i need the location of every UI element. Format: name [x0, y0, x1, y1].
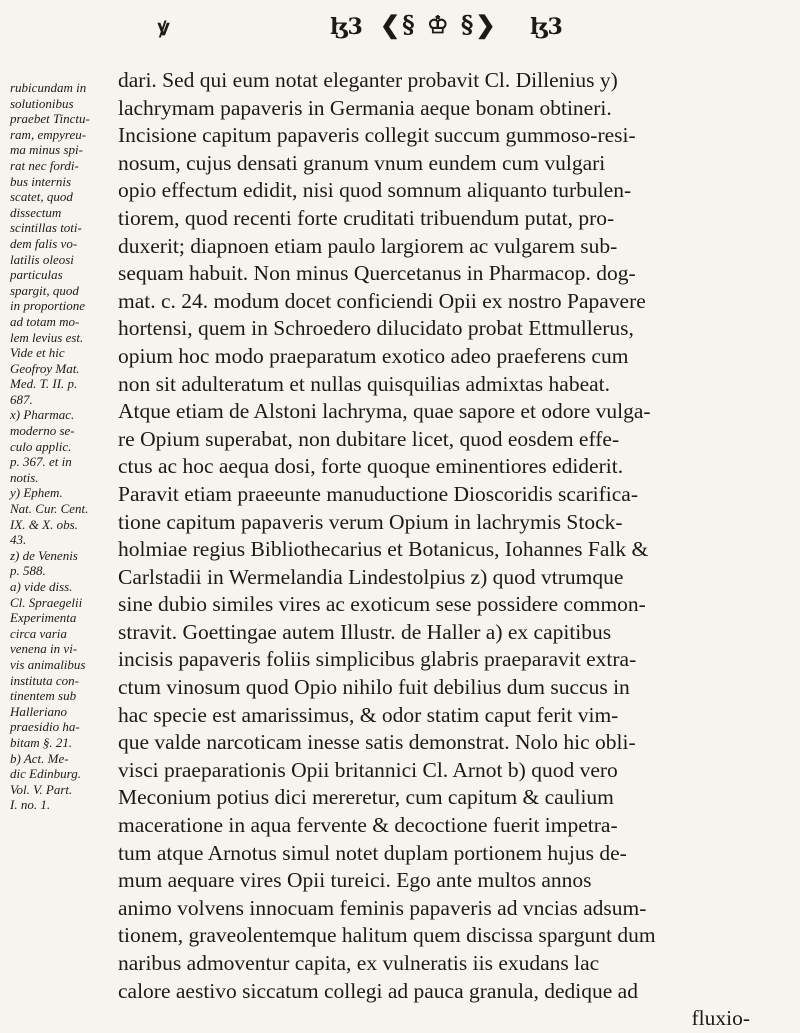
- body-text-line: tum atque Arnotus simul notet duplam portionem hujus de-: [118, 840, 627, 865]
- margin-note-line: moderno se-: [10, 423, 75, 439]
- margin-note-line: ma minus spi-: [10, 142, 83, 158]
- margin-note-line: praesidio ha-: [10, 719, 80, 735]
- body-text-line: opium hoc modo praeparatum exotico adeo praeferens cum: [118, 343, 629, 368]
- body-text-line: opio effectum edidit, nisi quod somnum aliquanto turbulen-: [118, 178, 632, 203]
- body-text-line: sequam habuit. Non minus Quercetanus in Pharmacop. dog-: [118, 261, 636, 286]
- margin-note-line: p. 588.: [10, 563, 46, 579]
- margin-note-line: rubicundam in: [10, 80, 87, 95]
- margin-note-line: spargit, quod: [10, 282, 79, 298]
- margin-note-line: Halleriano: [10, 703, 68, 719]
- margin-note-line: I. no. 1.: [10, 797, 51, 813]
- margin-note-line: tinentem sub: [10, 688, 77, 704]
- body-text-line: mum aequare vires Opii tureici. Ego ante multos annos: [118, 868, 592, 893]
- body-text-line: hortensi, quem in Schroedero dilucidato probat Ettmullerus,: [118, 316, 634, 341]
- body-text: [118, 67, 790, 1033]
- margin-note-line: in proportione: [10, 298, 85, 314]
- body-text-line: que valde narcoticam inesse satis demonstrat. Nolo hic obli-: [118, 730, 636, 755]
- page-header: [0, 8, 800, 48]
- body-text-line: tiorem, quod recenti forte cruditati tribuendum putat, pro-: [118, 205, 615, 230]
- body-text-line: Incisione capitum papaveris collegit succum gummoso-resi-: [118, 123, 636, 148]
- margin-note-line: y) Ephem.: [10, 485, 63, 501]
- margin-note-line: scintillas toti-: [10, 220, 82, 236]
- body-text-line: duxerit; diapnoen etiam paulo largiorem ac vulgarem sub-: [118, 233, 618, 258]
- body-text-line: mat. c. 24. modum docet conficiendi Opii ex nostro Papavere: [118, 288, 646, 313]
- body-text-line: lachrymam papaveris in Germania aeque bonam obtineri.: [118, 95, 612, 120]
- margin-note-line: solutionibus: [10, 95, 74, 111]
- margin-note-line: circa varia: [10, 625, 67, 641]
- margin-note-line: b) Act. Me-: [10, 750, 69, 766]
- margin-note-line: rat nec fordi-: [10, 157, 79, 173]
- margin-note-line: p. 367. et in: [10, 454, 72, 470]
- margin-note-line: scatet, quod: [10, 189, 73, 205]
- margin-note-line: Geofroy Mat.: [10, 360, 80, 376]
- body-text-line: visci praeparationis Opii britannici Cl. Arnot b) quod vero: [118, 757, 618, 782]
- margin-note-line: particulas: [10, 267, 63, 283]
- margin-note-line: dic Edinburg.: [10, 766, 82, 782]
- margin-note-line: x) Pharmac.: [10, 407, 75, 423]
- margin-note-line: dem falis vo-: [10, 235, 78, 251]
- margin-note-line: venena in vi-: [10, 641, 78, 657]
- margin-note-line: vis animalibus: [10, 656, 86, 672]
- margin-note-line: latilis oleosi: [10, 251, 74, 267]
- body-text-line: naribus admoventur capita, ex vulneratis iis exudans lac: [118, 951, 600, 975]
- catchword: fluxio-: [691, 1006, 750, 1031]
- body-text-line: ctum vinosum quod Opio nihilo fuit debilius dum succus in: [118, 675, 630, 700]
- margin-notes: [10, 80, 112, 813]
- margin-note-line: Cl. Spraegelii: [10, 594, 83, 610]
- margin-note-line: 687.: [10, 391, 33, 407]
- left-ornament: ɮ3: [330, 14, 363, 40]
- body-text-line: sine dubio similes vires ac exoticum sese possidere common-: [118, 592, 646, 617]
- margin-note-line: bus internis: [10, 173, 72, 189]
- margin-note-line: z) de Venenis: [10, 547, 78, 563]
- margin-note-line: Nat. Cur. Cent.: [10, 501, 89, 517]
- body-text-line: incisis papaveris foliis simplicibus glabris praeparavit extra-: [118, 647, 637, 672]
- body-text-line: Carlstadii in Wermelandia Lindestolpius z) quod vtrumque: [118, 564, 624, 589]
- margin-note-line: ad totam mo-: [10, 313, 80, 329]
- margin-note-line: ram, empyreu-: [10, 126, 87, 142]
- margin-note-line: dissectum: [10, 204, 62, 220]
- body-text-line: stravit. Goettingae autem Illustr. de Haller a) ex capitibus: [118, 619, 612, 644]
- center-ornament: ❮§ ♔ §❯: [380, 10, 498, 39]
- body-text-line: Atque etiam de Alstoni lachryma, quae sapore et odore vulga-: [118, 399, 651, 424]
- margin-note-line: Med. T. II. p.: [10, 376, 78, 392]
- margin-note-line: Experimenta: [10, 610, 77, 626]
- body-text-line: calore aestivo siccatum collegi ad pauca granula, dedique ad: [118, 978, 638, 1003]
- margin-note-line: instituta con-: [10, 672, 79, 688]
- body-text-line: non sit adulteratum et nullas quisquilias admixtas habeat.: [118, 371, 611, 396]
- body-text-line: ctus ac hoc aequa dosi, forte quoque eminentiores ediderit.: [118, 454, 624, 479]
- right-ornament: ɮ3: [530, 14, 563, 40]
- margin-note-line: bitam §. 21.: [10, 734, 73, 750]
- margin-note-line: a) vide diss.: [10, 579, 73, 594]
- body-text-line: tionem, graveolentemque halitum quem discissa spargunt dum: [118, 923, 656, 948]
- margin-note-line: lem levius est.: [10, 329, 84, 345]
- margin-note-line: Vol. V. Part.: [10, 781, 73, 797]
- body-text-line: holmiae regius Bibliothecarius et Botanicus, Iohannes Falk &: [118, 537, 649, 562]
- margin-note-line: culo applic.: [10, 438, 72, 454]
- body-text-line: tione capitum papaveris verum Opium in lachrymis Stock-: [118, 509, 623, 534]
- body-text-line: Meconium potius dici mereretur, cum capitum & caulium: [118, 785, 614, 810]
- page-signature-mark: ꝟ: [158, 15, 170, 41]
- margin-note-line: notis.: [10, 469, 39, 485]
- margin-note-line: praebet Tinctu-: [10, 111, 90, 127]
- body-text-line: maceratione in aqua fervente & decoctione fuerit impetra-: [118, 813, 618, 838]
- margin-note-line: Vide et hic: [10, 345, 65, 361]
- body-text-line: re Opium superabat, non dubitare licet, quod eosdem effe-: [118, 426, 620, 451]
- body-text-line: Paravit etiam praeeunte manuductione Dioscoridis scarifica-: [118, 481, 638, 506]
- body-text-line: animo volvens innocuam feminis papaveris ad vncias adsum-: [118, 895, 647, 920]
- body-text-line: dari. Sed qui eum notat eleganter probavit Cl. Dillenius y): [118, 68, 618, 92]
- margin-note-line: IX. & X. obs.: [10, 516, 78, 532]
- body-text-line: hac specie est amarissimus, & odor statim caput ferit vim-: [118, 702, 619, 727]
- body-text-line: nosum, cujus densati granum vnum eundem cum vulgari: [118, 150, 606, 175]
- margin-note-line: 43.: [10, 532, 27, 548]
